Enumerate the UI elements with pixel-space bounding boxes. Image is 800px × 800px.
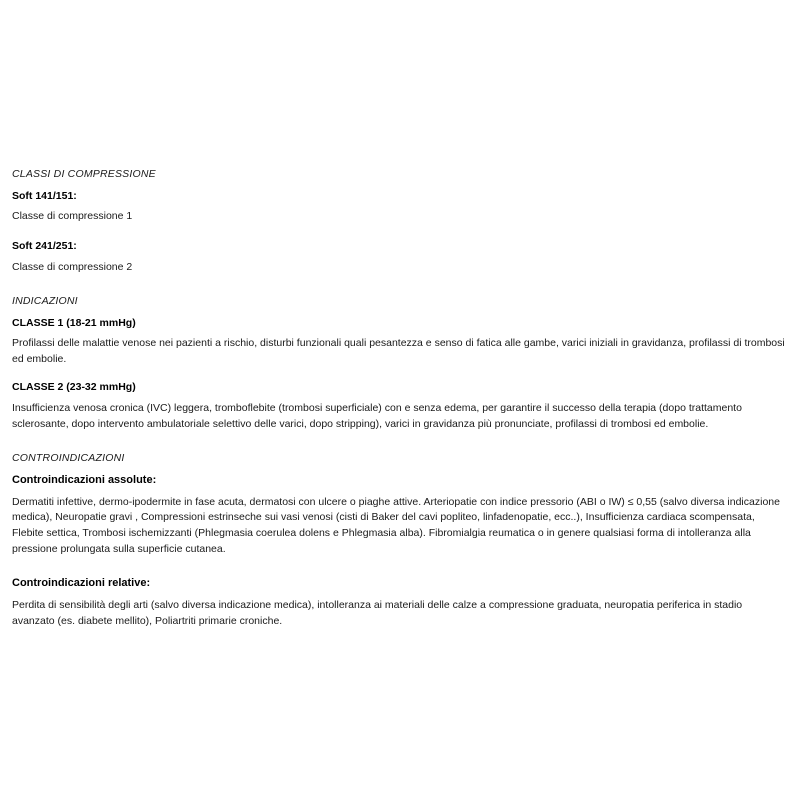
- section-spacer: [12, 275, 786, 295]
- spacer: [12, 367, 786, 381]
- item-label: Soft 241/251:: [12, 240, 77, 253]
- item-text: Perdita di sensibilità degli arti (salvo diversa indicazione medica), intolleranza ai materiali delle calze a compressione graduata, neuropatia periferica in stadio avanzato (es. diabete mellito), Poliartriti primarie croniche.: [12, 599, 743, 627]
- item-text: Classe di compressione 1: [12, 210, 133, 223]
- spacer: [12, 557, 786, 577]
- item-label: Soft 141/151:: [12, 189, 77, 202]
- section-classi-di-compressione: [12, 168, 786, 275]
- item-label: Controindicazioni assolute:: [12, 473, 157, 486]
- section-controindicazioni: [12, 452, 786, 629]
- section-indicazioni: [12, 295, 786, 432]
- item-text: Dermatiti infettive, dermo-ipodermite in fase acuta, dermatosi con ulcere o piaghe attive. Arteriopatie con indice pressorio (ABI o IW) ≤ 0,55 (salvo diversa indicazione medica), Neuropatie gravi , Compressioni estrinseche sui vasi venosi (cisti di Baker del cavi popliteo, linfadenopatie, ecc..), Insufficienza cardiaca scompensata, Flebite settica, Trombosi ischemizzanti (Phlegmasia coerulea dolens e Phlegmasia alba). Fibromialgia reumatica o in genere qualsiasi forma di intolleranza alla pressione prolungata sulla superficie cutanea.: [12, 495, 780, 555]
- section-title: CLASSI DI COMPRESSIONE: [12, 168, 156, 180]
- item-label: Controindicazioni relative:: [12, 577, 151, 590]
- item-text: Insufficienza venosa cronica (IVC) leggera, tromboflebite (trombosi superficiale) con e senza edema, per garantire il successo della terapia (dopo trattamento sclerosante, dopo intervento ambulatoriale selettivo delle varici, dopo stripping), varici in gravidanza più pronunciate, profilassi di trombosi ed embolie.: [12, 402, 742, 430]
- spacer: [12, 233, 786, 240]
- section-spacer: [12, 432, 786, 452]
- item-text: Classe di compressione 2: [12, 261, 133, 273]
- section-title: CONTROINDICAZIONI: [12, 452, 125, 465]
- item-text: Profilassi delle malattie venose nei pazienti a rischio, disturbi funzionali quali pesantezza e senso di fatica alle gambe, varici iniziali in gravidanza, profilassi di trombosi ed embolie.: [12, 337, 785, 365]
- item-label: CLASSE 2 (23-32 mmHg): [12, 381, 136, 394]
- section-title: INDICAZIONI: [12, 295, 78, 308]
- item-label: CLASSE 1 (18-21 mmHg): [12, 316, 136, 329]
